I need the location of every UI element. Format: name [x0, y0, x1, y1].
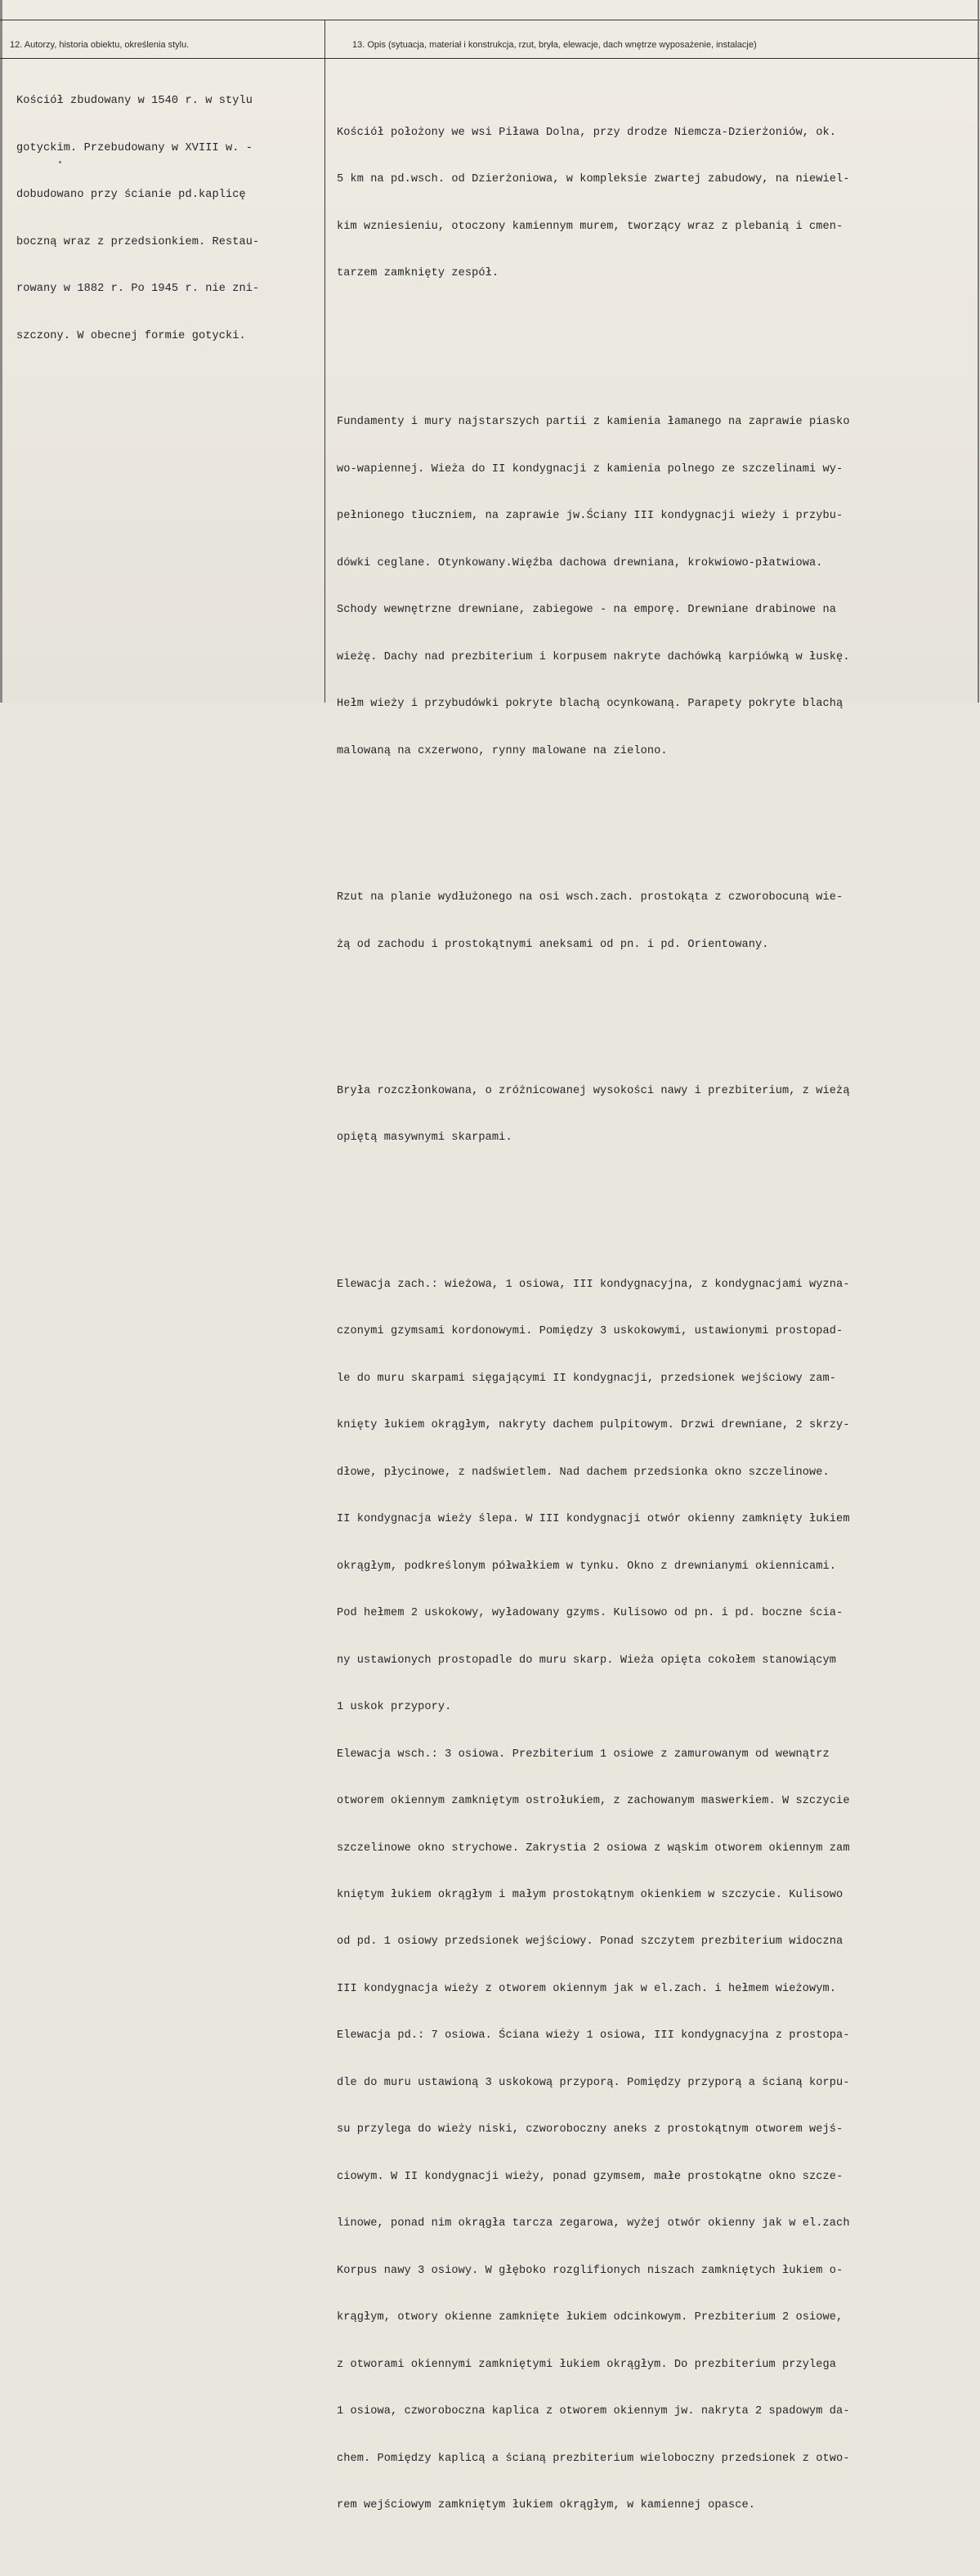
column-divider [324, 20, 325, 703]
description-line: Elewacja pd.: 7 osiowa. Ściana wieży 1 osiowa, III kondygnacyjna z prostopa- [337, 2029, 850, 2042]
location-paragraph [337, 93, 979, 312]
description-line: Bryła rozczłonkowana, o zróżnicowanej wysokości nawy i prezbiterium, z wieżą [337, 1085, 850, 1097]
description-line: ciowym. W II kondygnacji wieży, ponad gzymsem, małe prostokątne okno szcze- [337, 2170, 844, 2183]
description-line: ny ustawionych prostopadle do muru skarp. Wieża opięta cokołem stanowiącym [337, 1654, 837, 1667]
description-line: 1 osiowa, czworoboczna kaplica z otworem okiennym jw. nakryta 2 spadowym da- [337, 2405, 850, 2418]
description-line: 5 km na pd.wsch. od Dzierżoniowa, w kompleksie zwartej zabudowy, na niewiel- [337, 173, 850, 186]
description-line: czonymi gzymsami kordonowymi. Pomiędzy 3 uskokowymi, ustawionymi prostopad- [337, 1325, 844, 1338]
description-line: linowe, ponad nim okrągła tarcza zegarowa, wyżej otwór okienny jak w el.zach [337, 2217, 850, 2230]
description-line: kniętym łukiem okrągłym i małym prostokątnym okienkiem w szczycie. Kulisowo [337, 1888, 844, 1901]
description-line: kim wzniesieniu, otoczony kamiennym murem, tworzący wraz z plebanią i cmen- [337, 220, 844, 233]
description-line: Rzut na planie wydłużonego na osi wsch.zach. prostokąta z czworobocuną wie- [337, 891, 844, 904]
history-line: szczony. W obecnej formie gotycki. [16, 329, 246, 342]
history-line: dobudowano przy ścianie pd.kaplicę [16, 189, 246, 202]
header-rule [0, 58, 980, 59]
description-line: dówki ceglane. Otynkowany.Więźba dachowa drewniana, krokwiowo-płatwiowa. [337, 556, 823, 569]
description-line: wo-wapiennej. Wieża do II kondygnacji z kamienia polnego ze szczelinami wy- [337, 462, 844, 475]
description-line: opiętą masywnymi skarpami. [337, 1132, 512, 1145]
description-line: chem. Pomiędzy kaplicą a ścianą prezbiterium wieloboczny przedsionek z otwo- [337, 2452, 850, 2465]
material-paragraph [337, 383, 979, 790]
description-line: dle do muru ustawioną 3 uskokową przyporą. Pomiędzy przyporą a ścianą korpu- [337, 2076, 850, 2089]
description-line: wieżę. Dachy nad prezbiterium i korpusem nakryte dachówką karpiówką w łuskę. [337, 650, 850, 663]
description-line: Hełm wieży i przybudówki pokryte blachą ocynkowaną. Parapety pokryte blachą [337, 698, 844, 711]
description-line: su przylega do wieży niski, czworoboczny aneks z prostokątnym otworem wejś- [337, 2123, 844, 2136]
description-line: Schody wewnętrzne drewniane, zabiegowe - na emporę. Drewniane drabinowe na [337, 604, 837, 617]
history-line: Kościół zbudowany w 1540 r. w stylu [16, 95, 253, 108]
description-line: malowaną na cxzerwono, rynny malowane na zielono. [337, 744, 668, 757]
description-line: Korpus nawy 3 osiowy. W głęboko rozglifionych niszach zamkniętych łukiem o- [337, 2264, 844, 2277]
description-line: okrągłym, podkreślonym półwałkiem w tynku. Okno z drewnianymi okiennicami. [337, 1560, 837, 1573]
description-line: knięty łukiem okrągłym, nakryty dachem pulpitowym. Drzwi drewniane, 2 skrzy- [337, 1419, 850, 1432]
history-line: gotyckim. Przebudowany w XVIII w. - [16, 141, 253, 154]
description-line: z otworami okiennymi zamkniętymi łukiem okrągłym. Do prezbiterium przylega [337, 2358, 837, 2371]
elevations-paragraph [337, 1246, 979, 2545]
description-line: krągłym, otwory okienne zamknięte łukiem odcinkowym. Prezbiterium 2 osiowe, [337, 2311, 844, 2324]
description-line: Fundamenty i mury najstarszych partii z kamienia łamanego na zaprawie piasko [337, 416, 850, 429]
description-line: Elewacja wsch.: 3 osiowa. Prezbiterium 1 osiowe z zamurowanym od wewnątrz [337, 1748, 830, 1761]
ink-dot [59, 161, 61, 163]
description-line: rem wejściowym zamkniętym łukiem okrągłym, w kamiennej opasce. [337, 2499, 755, 2512]
history-line: boczną wraz z przedsionkiem. Restau- [16, 235, 260, 248]
description-line: otworem okiennym zamkniętym ostrołukiem, z zachowanym maswerkiem. W szczycie [337, 1795, 850, 1808]
description-line: Pod hełmem 2 uskokowy, wyładowany gzyms. Kulisowo od pn. i pd. boczne ścia- [337, 1607, 844, 1620]
section-13-header: 13. Opis (sytuacja, materiał i konstrukcja, rzut, bryła, elewacje, dach wnętrze wyposażenie, instalacje) [352, 40, 757, 50]
description-text [337, 62, 979, 2576]
card-left-edge [0, 0, 2, 703]
description-line: III kondygnacja wieży z otworem okiennym jak w el.zach. i hełmem wieżowym. [337, 1982, 837, 1995]
description-line: dłowe, płycinowe, z nadświetlem. Nad dachem przedsionka okno szczelinowe. [337, 1466, 830, 1479]
description-line: 1 uskok przypory. [337, 1701, 452, 1714]
description-line: od pd. 1 osiowy przedsionek wejściowy. Ponad szczytem prezbiterium widoczna [337, 1935, 844, 1949]
plan-paragraph [337, 859, 979, 984]
description-line: szczelinowe okno strychowe. Zakrystia 2 osiowa z wąskim otworem okiennym zam [337, 1842, 850, 1855]
section-12-header: 12. Autorzy, historia obiektu, określenia stylu. [10, 40, 190, 50]
description-line: Kościół położony we wsi Piława Dolna, przy drodze Niemcza-Dzierżoniów, ok. [337, 126, 837, 139]
description-line: pełnionego tłuczniem, na zaprawie jw.Ściany III kondygnacji wieży i przybu- [337, 510, 844, 523]
description-line: le do muru skarpami sięgającymi II kondygnacji, przedsionek wejściowy zam- [337, 1372, 837, 1385]
history-text [16, 62, 259, 375]
massing-paragraph [337, 1052, 979, 1177]
description-line: tarzem zamknięty zespół. [337, 267, 499, 280]
description-line: Elewacja zach.: wieżowa, 1 osiowa, III kondygnacyjna, z kondygnacjami wyzna- [337, 1278, 850, 1291]
description-line: II kondygnacja wieży ślepa. W III kondygnacji otwór okienny zamknięty łukiem [337, 1513, 850, 1526]
description-line: żą od zachodu i prostokątnymi aneksami od pn. i pd. Orientowany. [337, 938, 769, 951]
history-line: rowany w 1882 r. Po 1945 r. nie zni- [16, 283, 260, 296]
